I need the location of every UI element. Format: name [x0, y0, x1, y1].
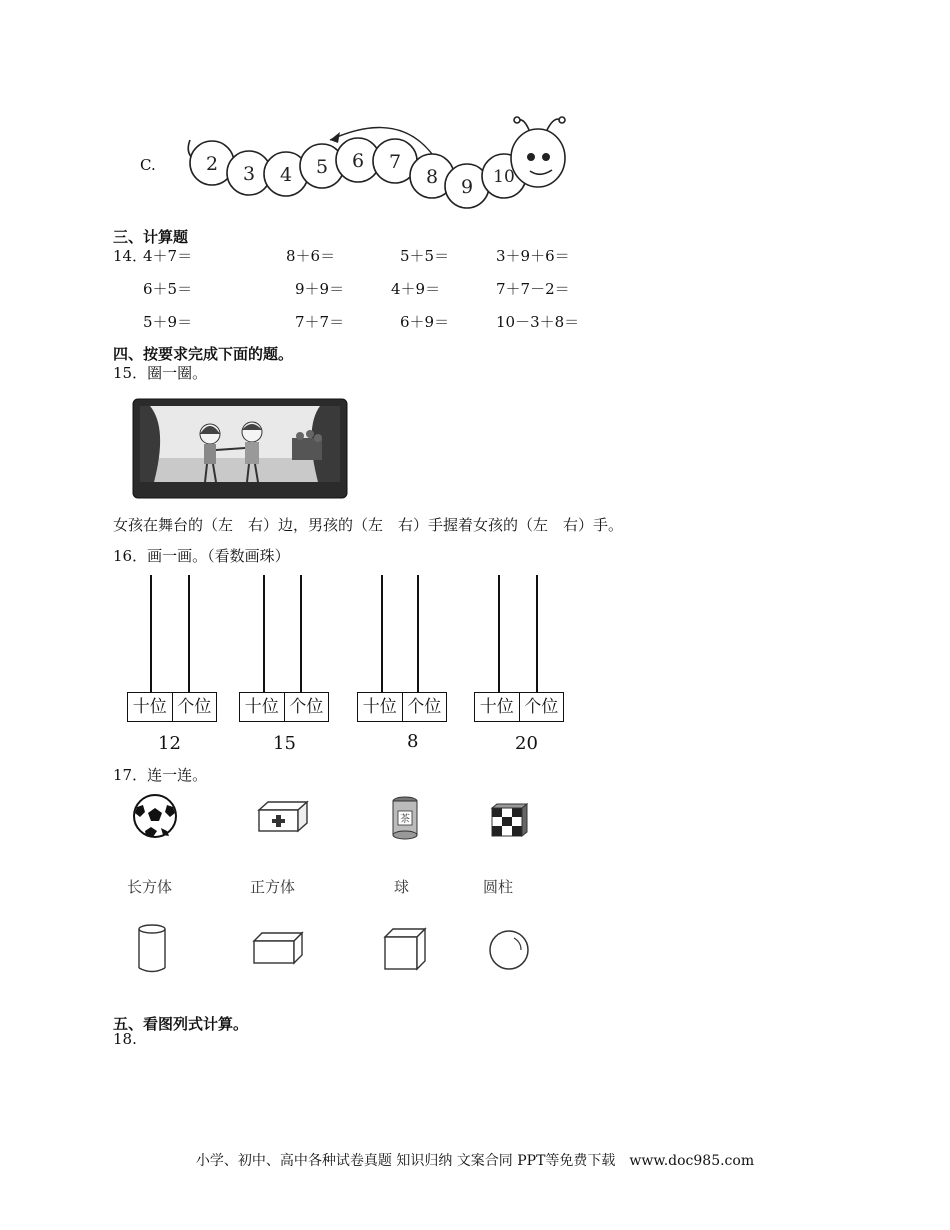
shape-name-sphere: 球: [394, 878, 410, 896]
calc-problem: 6＋9＝: [400, 313, 450, 331]
calc-problem: 6＋5＝: [143, 280, 193, 298]
calc-problem: 7＋7－2＝: [496, 280, 570, 298]
sphere-shape-icon: [487, 928, 531, 972]
tens-rod: [381, 575, 383, 693]
cylinder-shape-icon: [135, 923, 169, 975]
abacus-number: 15: [273, 733, 296, 754]
caterpillar-number: 10: [493, 167, 515, 187]
abacus: [239, 575, 329, 717]
calc-problem: 5＋9＝: [143, 313, 193, 331]
ones-rod: [536, 575, 538, 693]
caterpillar-number: 2: [205, 153, 219, 175]
option-c-label: C.: [140, 156, 156, 174]
question-14-number: 14．: [113, 247, 148, 265]
place-value-box: [127, 692, 217, 722]
calc-problem: 4＋7＝: [143, 247, 193, 265]
caterpillar-illustration: [180, 110, 580, 220]
caterpillar-number: 8: [425, 166, 439, 188]
caterpillar-number: 7: [388, 151, 402, 173]
section-four-title: 四、按要求完成下面的题。: [113, 345, 294, 363]
tens-rod: [263, 575, 265, 693]
ones-rod: [417, 575, 419, 693]
caterpillar-number: 9: [460, 176, 474, 198]
tens-rod: [150, 575, 152, 693]
question-15-sentence: 女孩在舞台的（左 右）边，男孩的（左 右）手握着女孩的（左 右）手。: [113, 516, 624, 534]
ones-rod: [188, 575, 190, 693]
calc-problem: 10－3＋8＝: [496, 313, 580, 331]
calc-problem: 8＋6＝: [286, 247, 336, 265]
tens-place-label: 十位: [358, 693, 403, 721]
abacus-number: 8: [407, 731, 419, 752]
place-value-box: [239, 692, 329, 722]
tens-place-label: 十位: [128, 693, 173, 721]
caterpillar-number: 5: [315, 156, 329, 178]
rubiks-cube-icon: [490, 802, 528, 838]
ones-place-label: 个位: [177, 697, 212, 717]
section-three-title: 三、计算题: [113, 228, 189, 246]
tens-rod: [498, 575, 500, 693]
abacus: [357, 575, 447, 717]
place-value-box: [357, 692, 447, 722]
stage-picture: [132, 398, 348, 499]
ones-rod: [300, 575, 302, 693]
abacus: [127, 575, 217, 717]
abacus-number: 20: [515, 733, 538, 754]
question-17-label: 17．连一连。: [113, 766, 208, 784]
calc-problem: 9＋9＝: [295, 280, 345, 298]
page-footer: 小学、初中、高中各种试卷真题 知识归纳 文案合同 PPT等免费下载 www.doc985.com: [195, 1153, 755, 1169]
cube-shape-icon: [383, 927, 427, 971]
calc-problem: 3＋9＋6＝: [496, 247, 570, 265]
ones-place-label: 个位: [524, 697, 559, 717]
shape-name-cylinder: 圆柱: [483, 878, 514, 896]
question-16-label: 16．画一画。（看数画珠）: [113, 547, 290, 565]
ones-place-label: 个位: [407, 697, 442, 717]
calc-problem: 7＋7＝: [295, 313, 345, 331]
place-value-box: [474, 692, 564, 722]
tens-place-label: 十位: [240, 693, 285, 721]
abacus-number: 12: [158, 733, 181, 754]
shape-name-cuboid: 长方体: [127, 878, 173, 896]
caterpillar-number: 3: [242, 163, 256, 185]
calc-problem: 4＋9＝: [391, 280, 441, 298]
svg-text:茶: 茶: [400, 814, 410, 825]
medicine-box-icon: [256, 800, 310, 834]
caterpillar-head: [511, 117, 565, 187]
tens-place-label: 十位: [475, 693, 520, 721]
ones-place-label: 个位: [289, 697, 324, 717]
question-18-number: 18.: [113, 1030, 137, 1048]
shape-name-cube: 正方体: [250, 878, 296, 896]
calc-problem: 5＋5＝: [400, 247, 450, 265]
caterpillar-number: 6: [351, 150, 365, 172]
section-five-title: 五、看图列式计算。: [113, 1015, 249, 1033]
cuboid-shape-icon: [252, 931, 304, 965]
abacus: [474, 575, 564, 717]
question-15-label: 15．圈一圈。: [113, 364, 208, 382]
tea-can-icon: [390, 795, 420, 841]
caterpillar-number: 4: [279, 164, 293, 186]
soccer-ball-icon: [131, 793, 179, 839]
